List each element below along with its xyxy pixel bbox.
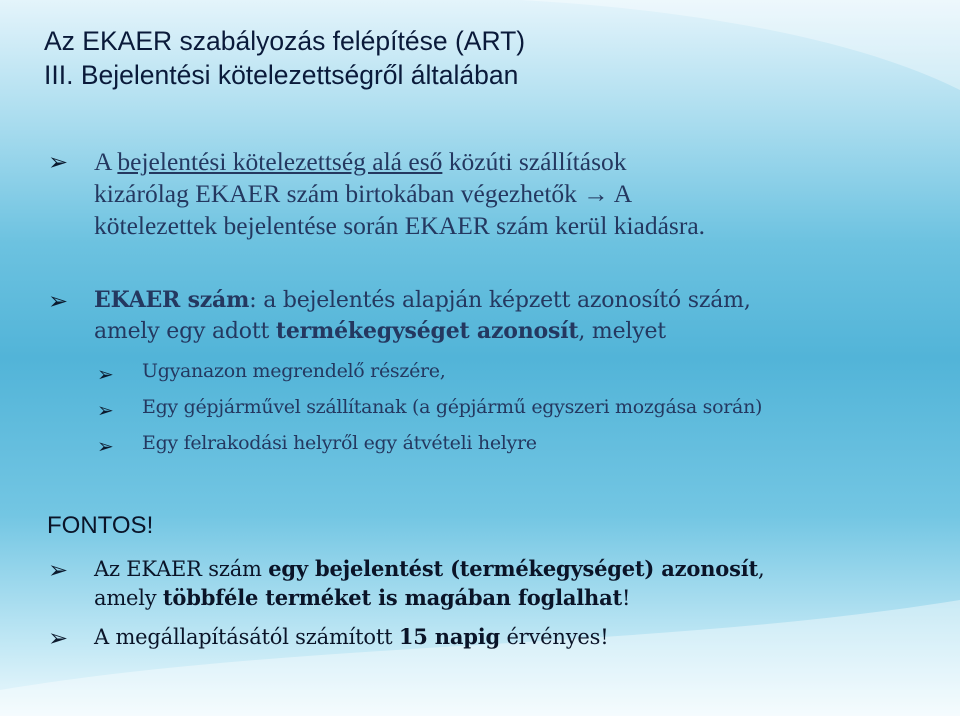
sub-bullet-arrow-icon: ➢: [97, 400, 114, 422]
right-arrow-icon: →: [583, 179, 609, 208]
para2-line1: EKAER szám: a bejelentés alapján képzett azonosító szám,: [94, 287, 751, 313]
para2-line2: amely egy adott termékegységet azonosít, melyet: [94, 318, 666, 344]
bullet-arrow-icon: ➢: [48, 289, 69, 315]
title-line-1: Az EKAER szabályozás felépítése (ART): [44, 26, 526, 56]
sub-item: Ugyanazon megrendelő részére,: [142, 360, 446, 382]
slide-title: [44, 24, 944, 92]
bullet-arrow-icon: ➢: [48, 558, 69, 584]
para4-line: A megállapításától számított 15 napig érvényes!: [94, 624, 609, 649]
para3-line1: Az EKAER szám egy bejelentést (termékegységet) azonosít,: [94, 556, 765, 581]
para1-line3: kötelezettek bejelentése során EKAER szám kerül kiadásra.: [94, 211, 706, 240]
para1-line2: kizárólag EKAER szám birtokában végezhetők → A: [94, 179, 633, 208]
sub-item: Egy gépjárművel szállítanak (a gépjármű egyszeri mozgása során): [142, 396, 763, 418]
sub-bullet-arrow-icon: ➢: [97, 436, 114, 458]
para3-line2: amely többféle terméket is magában foglalhat!: [94, 585, 631, 610]
sub-item: Egy felrakodási helyről egy átvételi helyre: [142, 432, 537, 454]
bullet-arrow-icon: ➢: [48, 626, 69, 652]
sub-bullet-arrow-icon: ➢: [97, 364, 114, 386]
underlined-phrase: bejelentési kötelezettség alá eső: [117, 147, 443, 176]
important-heading: FONTOS!: [47, 512, 154, 539]
bullet-arrow-icon: ➢: [48, 150, 69, 176]
para1-line1: A bejelentési kötelezettség alá eső közúti szállítások: [94, 147, 627, 176]
title-line-2: III. Bejelentési kötelezettségről általában: [44, 60, 519, 90]
